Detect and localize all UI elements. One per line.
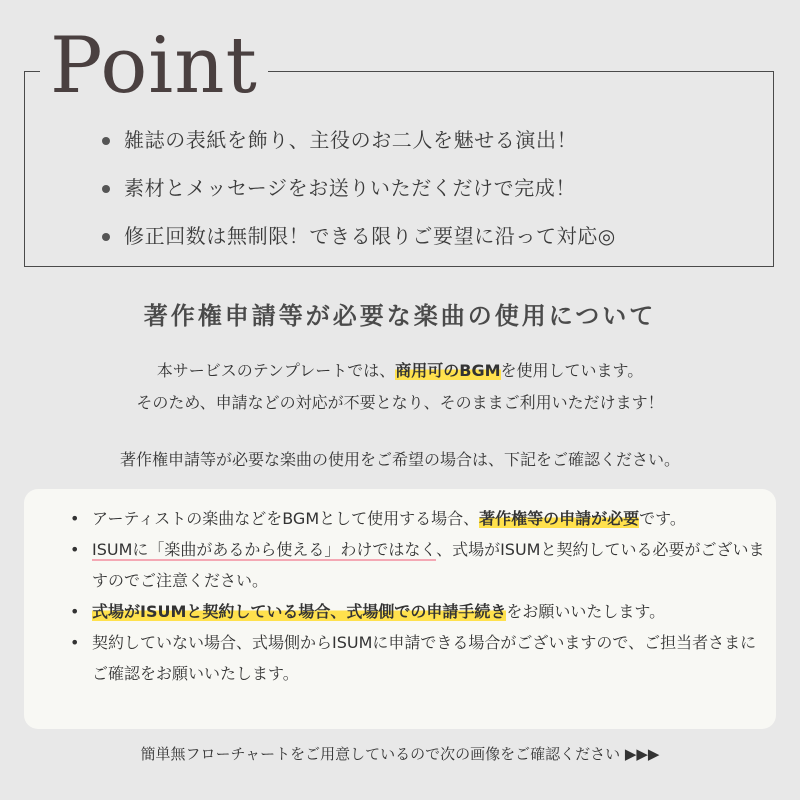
underlined-text: ISUMに「楽曲があるから使える」わけではなく — [92, 540, 437, 559]
note-item — [68, 503, 768, 534]
intro-line-1 — [0, 355, 800, 387]
highlight-isum-contract: 式場がISUMと契約している場合、 — [92, 602, 347, 621]
intro-line-2: そのため、申請などの対応が不要となり、そのままご利用いただけます！ — [136, 393, 664, 412]
section-heading: 著作権申請等が必要な楽曲の使用について — [143, 302, 657, 330]
footer-text: 簡単無フローチャートをご用意しているので次の画像をご確認ください — [140, 745, 621, 763]
note-item: • 契約していない場合、式場側からISUMに申請できる場合がございますので、ご担当者さまにご確認をお願いいたします。 — [68, 627, 768, 689]
arrow-right-icon: ▶▶▶ — [624, 745, 660, 763]
note-text: アーティストの楽曲などをBGMとして使用する場合、 — [92, 509, 480, 528]
footer — [0, 740, 800, 768]
point-item: 素材とメッセージをお送りいただくだけで完成！ — [100, 164, 616, 212]
point-item: 修正回数は無制限！できる限りご要望に沿って対応◎ — [100, 212, 616, 260]
intro-line-1-end: を使用しています。 — [500, 361, 644, 380]
intro-line-1-text: 本サービスのテンプレートでは、 — [156, 361, 396, 380]
notes-list — [68, 503, 768, 689]
notes-box — [24, 489, 776, 729]
highlight-venue-procedure: 式場側での申請手続き — [346, 602, 507, 621]
note-item — [68, 534, 768, 596]
note-text: をお願いいたします。 — [506, 602, 666, 621]
highlight-copyright: 著作権等の申請が必要 — [479, 509, 640, 528]
point-item: 雑誌の表紙を飾り、主役のお二人を魅せる演出！ — [100, 116, 616, 164]
intro-text — [0, 355, 800, 419]
highlight-commercial-bgm: 商用可のBGM — [395, 361, 501, 380]
point-title: Point — [40, 18, 268, 114]
point-list — [100, 116, 616, 260]
note-item — [68, 596, 768, 627]
intro-line-3: 著作権申請等が必要な楽曲の使用をご希望の場合は、下記をご確認ください。 — [119, 450, 680, 469]
note-text: 、式場がISUMと契約している必要がございますのでご注意ください。 — [92, 540, 765, 590]
note-text: です。 — [639, 509, 686, 528]
